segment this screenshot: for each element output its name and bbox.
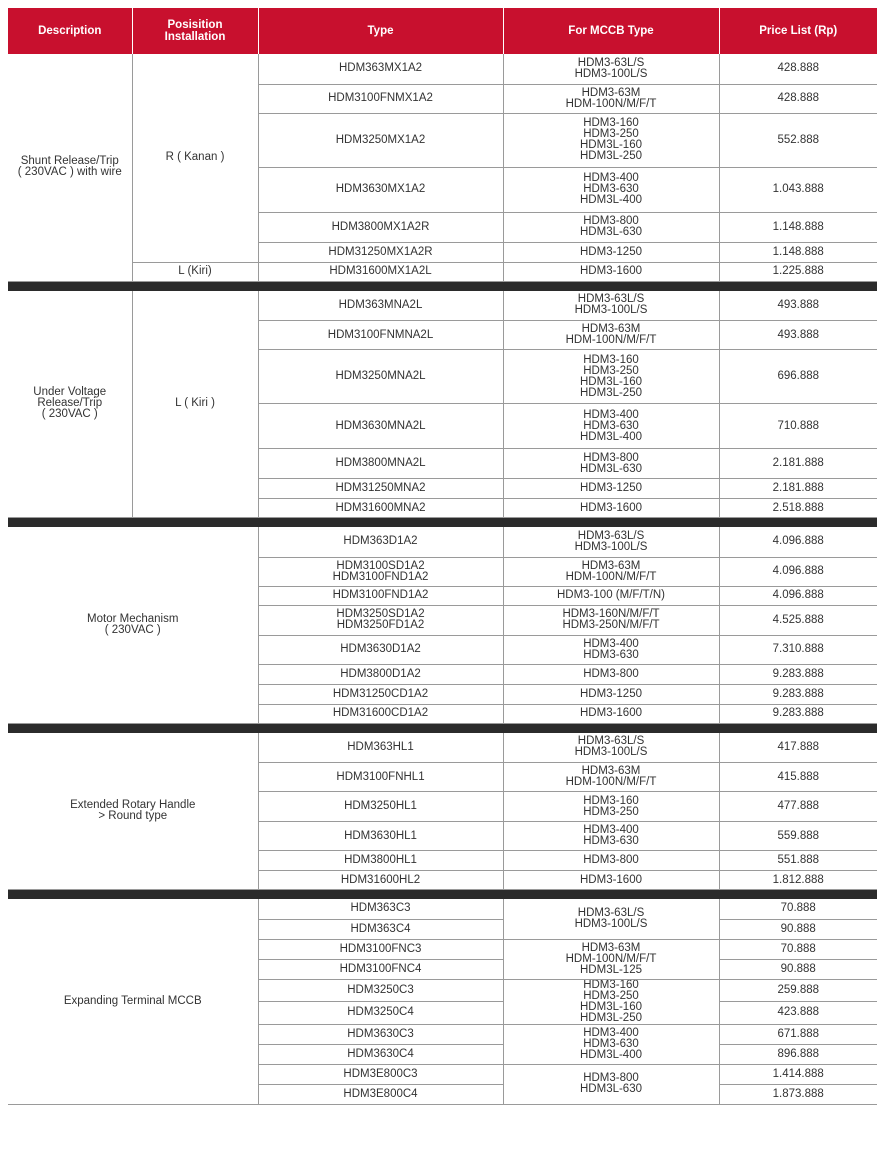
price-cell: 559.888 (719, 822, 877, 851)
type-cell: HDM31250CD1A2 (258, 684, 503, 704)
price-cell: 1.043.888 (719, 167, 877, 212)
price-cell: 1.148.888 (719, 242, 877, 262)
type-cell: HDM3100FNMNA2L (258, 321, 503, 350)
type-cell: HDM363MX1A2 (258, 54, 503, 84)
type-cell: HDM3630MNA2L (258, 404, 503, 449)
mccb-type-cell: HDM3-63L/S HDM3-100L/S (503, 527, 719, 557)
table-row (8, 262, 877, 281)
type-cell: HDM31600HL2 (258, 871, 503, 890)
section-separator (8, 518, 877, 528)
mccb-type-cell: HDM3-1250 (503, 479, 719, 499)
mccb-type-cell: HDM3-63L/S HDM3-100L/S (503, 291, 719, 321)
separator-bar (8, 890, 877, 900)
mccb-type-cell: HDM3-1600 (503, 499, 719, 518)
mccb-type-cell: HDM3-160 HDM3-250 HDM3L-160 HDM3L-250 (503, 113, 719, 167)
header-position-installation-label: Posisition Installation (164, 19, 226, 43)
price-cell: 493.888 (719, 321, 877, 350)
price-cell: 671.888 (719, 1024, 877, 1044)
type-cell: HDM31600MNA2 (258, 499, 503, 518)
price-cell: 1.873.888 (719, 1084, 877, 1104)
mccb-type-cell: HDM3-63M HDM-100N/M/F/T (503, 84, 719, 113)
price-cell: 696.888 (719, 350, 877, 404)
table-row (8, 899, 877, 919)
price-cell: 259.888 (719, 979, 877, 1002)
mccb-type-cell: HDM3-1600 (503, 262, 719, 281)
type-cell: HDM3100FNC3 (258, 939, 503, 959)
mccb-type-cell: HDM3-800 HDM3L-630 (503, 212, 719, 242)
mccb-type-cell: HDM3-1600 (503, 704, 719, 723)
mccb-type-cell: HDM3-160N/M/F/T HDM3-250N/M/F/T (503, 605, 719, 635)
price-cell: 2.181.888 (719, 479, 877, 499)
price-list-table (8, 8, 877, 1105)
section-separator (8, 890, 877, 900)
type-cell: HDM3100SD1A2 HDM3100FND1A2 (258, 557, 503, 586)
type-cell: HDM31600CD1A2 (258, 704, 503, 723)
mccb-type-cell: HDM3-400 HDM3-630 HDM3L-400 (503, 1024, 719, 1064)
mccb-type-cell: HDM3-800 HDM3L-630 (503, 1064, 719, 1104)
table-row (8, 54, 877, 84)
type-cell: HDM363C3 (258, 899, 503, 919)
table-row (8, 527, 877, 557)
type-cell: HDM31250MNA2 (258, 479, 503, 499)
mccb-type-cell: HDM3-800 (503, 664, 719, 684)
table-body (8, 54, 877, 1104)
type-cell: HDM363D1A2 (258, 527, 503, 557)
description-cell: Expanding Terminal MCCB (8, 899, 258, 1104)
section-separator (8, 281, 877, 291)
mccb-type-cell: HDM3-63L/S HDM3-100L/S (503, 899, 719, 939)
mccb-type-cell: HDM3-63M HDM-100N/M/F/T (503, 321, 719, 350)
price-cell: 9.283.888 (719, 664, 877, 684)
price-cell: 493.888 (719, 291, 877, 321)
mccb-type-cell: HDM3-160 HDM3-250 (503, 792, 719, 822)
header-position-installation (132, 8, 258, 54)
mccb-type-cell: HDM3-800 HDM3L-630 (503, 449, 719, 479)
price-cell: 90.888 (719, 919, 877, 939)
type-cell: HDM3800HL1 (258, 851, 503, 871)
price-cell: 1.812.888 (719, 871, 877, 890)
position-cell: L (Kiri) (132, 262, 258, 281)
section-separator (8, 723, 877, 733)
price-cell: 551.888 (719, 851, 877, 871)
price-cell: 415.888 (719, 763, 877, 792)
separator-bar (8, 518, 877, 528)
price-cell: 896.888 (719, 1044, 877, 1064)
price-cell: 477.888 (719, 792, 877, 822)
price-cell: 428.888 (719, 54, 877, 84)
type-cell: HDM363C4 (258, 919, 503, 939)
type-cell: HDM3630HL1 (258, 822, 503, 851)
mccb-type-cell: HDM3-100 (M/F/T/N) (503, 586, 719, 605)
table-row (8, 733, 877, 763)
type-cell: HDM3250C4 (258, 1002, 503, 1025)
separator-bar (8, 281, 877, 291)
mccb-type-cell: HDM3-160 HDM3-250 HDM3L-160 HDM3L-250 (503, 350, 719, 404)
price-cell: 9.283.888 (719, 704, 877, 723)
price-cell: 4.096.888 (719, 586, 877, 605)
price-cell: 1.414.888 (719, 1064, 877, 1084)
header-row (8, 8, 877, 54)
price-cell: 7.310.888 (719, 635, 877, 664)
price-cell: 423.888 (719, 1002, 877, 1025)
type-cell: HDM3630D1A2 (258, 635, 503, 664)
mccb-type-cell: HDM3-400 HDM3-630 (503, 822, 719, 851)
table-row (8, 291, 877, 321)
type-cell: HDM3100FND1A2 (258, 586, 503, 605)
type-cell: HDM3E800C4 (258, 1084, 503, 1104)
price-cell: 428.888 (719, 84, 877, 113)
description-cell: Extended Rotary Handle > Round type (8, 733, 258, 890)
price-cell: 1.225.888 (719, 262, 877, 281)
mccb-type-cell: HDM3-63L/S HDM3-100L/S (503, 54, 719, 84)
type-cell: HDM3250MX1A2 (258, 113, 503, 167)
header-type: Type (258, 8, 503, 54)
price-cell: 70.888 (719, 939, 877, 959)
mccb-type-cell: HDM3-63M HDM-100N/M/F/T HDM3L-125 (503, 939, 719, 979)
price-cell: 4.525.888 (719, 605, 877, 635)
type-cell: HDM3250HL1 (258, 792, 503, 822)
mccb-type-cell: HDM3-400 HDM3-630 (503, 635, 719, 664)
mccb-type-cell: HDM3-1600 (503, 871, 719, 890)
type-cell: HDM3250SD1A2 HDM3250FD1A2 (258, 605, 503, 635)
separator-bar (8, 723, 877, 733)
mccb-type-cell: HDM3-63M HDM-100N/M/F/T (503, 557, 719, 586)
price-cell: 2.518.888 (719, 499, 877, 518)
price-cell: 4.096.888 (719, 527, 877, 557)
type-cell: HDM3100FNC4 (258, 959, 503, 979)
price-cell: 70.888 (719, 899, 877, 919)
mccb-type-cell: HDM3-400 HDM3-630 HDM3L-400 (503, 404, 719, 449)
type-cell: HDM3630C4 (258, 1044, 503, 1064)
type-cell: HDM3800MX1A2R (258, 212, 503, 242)
position-cell: L ( Kiri ) (132, 291, 258, 518)
price-cell: 417.888 (719, 733, 877, 763)
mccb-type-cell: HDM3-63L/S HDM3-100L/S (503, 733, 719, 763)
position-cell: R ( Kanan ) (132, 54, 258, 262)
type-cell: HDM3100FNHL1 (258, 763, 503, 792)
price-cell: 552.888 (719, 113, 877, 167)
price-cell: 4.096.888 (719, 557, 877, 586)
mccb-type-cell: HDM3-160 HDM3-250 HDM3L-160 HDM3L-250 (503, 979, 719, 1024)
price-cell: 2.181.888 (719, 449, 877, 479)
type-cell: HDM3250MNA2L (258, 350, 503, 404)
type-cell: HDM3800MNA2L (258, 449, 503, 479)
type-cell: HDM3100FNMX1A2 (258, 84, 503, 113)
table-header (8, 8, 877, 54)
price-cell: 1.148.888 (719, 212, 877, 242)
header-description: Description (8, 8, 132, 54)
description-cell: Under Voltage Release/Trip ( 230VAC ) (8, 291, 132, 518)
type-cell: HDM363MNA2L (258, 291, 503, 321)
mccb-type-cell: HDM3-1250 (503, 684, 719, 704)
type-cell: HDM363HL1 (258, 733, 503, 763)
price-cell: 710.888 (719, 404, 877, 449)
header-for-mccb-type: For MCCB Type (503, 8, 719, 54)
type-cell: HDM31600MX1A2L (258, 262, 503, 281)
description-cell: Motor Mechanism ( 230VAC ) (8, 527, 258, 723)
price-cell: 90.888 (719, 959, 877, 979)
type-cell: HDM3250C3 (258, 979, 503, 1002)
mccb-type-cell: HDM3-400 HDM3-630 HDM3L-400 (503, 167, 719, 212)
mccb-type-cell: HDM3-800 (503, 851, 719, 871)
header-price-list: Price List (Rp) (719, 8, 877, 54)
mccb-type-cell: HDM3-63M HDM-100N/M/F/T (503, 763, 719, 792)
type-cell: HDM31250MX1A2R (258, 242, 503, 262)
description-cell: Shunt Release/Trip ( 230VAC ) with wire (8, 54, 132, 281)
type-cell: HDM3800D1A2 (258, 664, 503, 684)
type-cell: HDM3630C3 (258, 1024, 503, 1044)
type-cell: HDM3630MX1A2 (258, 167, 503, 212)
price-cell: 9.283.888 (719, 684, 877, 704)
mccb-type-cell: HDM3-1250 (503, 242, 719, 262)
type-cell: HDM3E800C3 (258, 1064, 503, 1084)
